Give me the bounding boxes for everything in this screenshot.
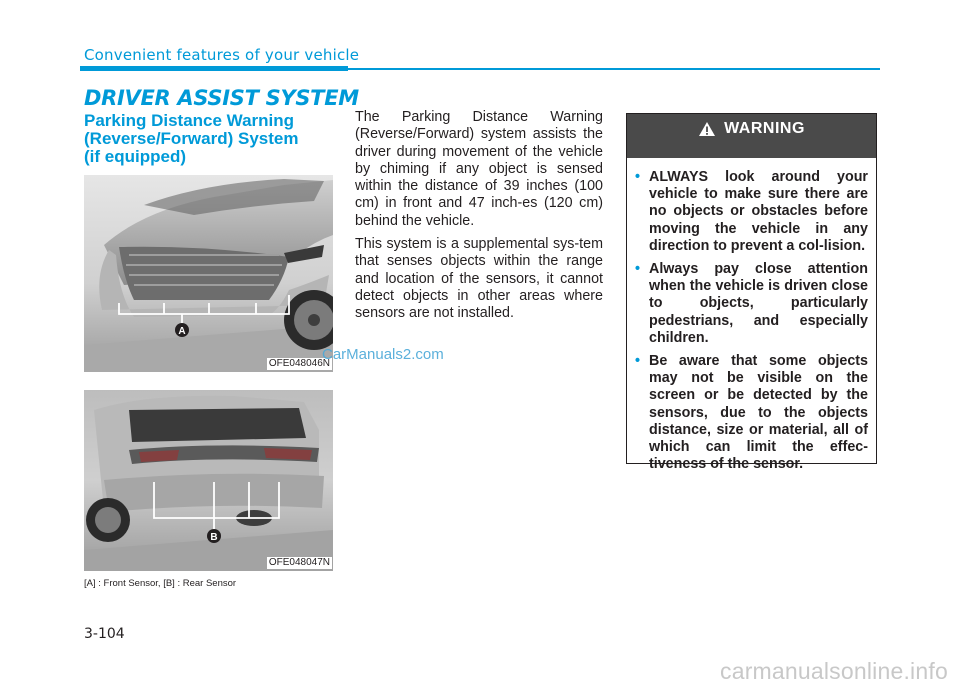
warning-item: • ALWAYS look around your vehicle to make sure there are no objects or obstacles before moving the vehicle in any direction to prevent a col-lision.: [635, 169, 868, 255]
front-car-illustration: [84, 175, 333, 372]
body-text: [355, 109, 603, 329]
warning-item: • Always pay close attention when the vehicle is driven close to objects, particularly pedestrians, and especially children.: [635, 261, 868, 347]
header-rule-thick: [80, 66, 348, 71]
warning-box: [626, 113, 877, 473]
watermark-link[interactable]: CarManuals2.com: [322, 346, 444, 363]
rear-sensor-photo: [84, 390, 333, 571]
chapter-header: Convenient features of your vehicle: [84, 46, 360, 64]
front-sensor-photo: [84, 175, 333, 372]
warning-triangle-icon: [698, 121, 716, 137]
header-rule-thin: [348, 68, 880, 70]
page-number: 3-104: [84, 626, 125, 642]
body-paragraph: This system is a supplemental sys-tem that senses objects within the range and location of the sensors, it cannot detect objects in other areas where sensors are not installed.: [355, 236, 603, 322]
subtitle-line: (Reverse/Forward) System: [84, 129, 299, 148]
footer-site-link[interactable]: carmanualsonline.info: [720, 658, 948, 684]
warning-body: [627, 144, 876, 473]
rear-marker-label: B: [210, 532, 218, 543]
rear-car-illustration: [84, 390, 333, 571]
section-title: DRIVER ASSIST SYSTEM: [84, 86, 359, 110]
subtitle-line: Parking Distance Warning: [84, 111, 295, 130]
subsection-title: [84, 112, 344, 166]
warning-header: [627, 114, 876, 144]
warning-title: WARNING: [724, 120, 805, 137]
front-photo-code: OFE048046N: [268, 358, 330, 369]
warning-item: • Be aware that some objects may not be visible on the screen or be detected by the sensors, due to the objects distance, size or material, all of which can limit the effec-tiveness of the sensor.: [635, 353, 868, 473]
figure-caption: [A] : Front Sensor, [B] : Rear Sensor: [84, 578, 237, 589]
warning-list: [635, 169, 868, 473]
subtitle-line: (if equipped): [84, 147, 186, 166]
body-paragraph: The Parking Distance Warning (Reverse/Forward) system assists the driver during movement of the vehicle by chiming if any object is sensed within the distance of 39 inches (100 cm) in front and 47 inch-es (120 cm) behind the vehicle.: [355, 109, 603, 229]
rear-photo-code: OFE048047N: [268, 557, 330, 568]
front-marker-label: A: [178, 326, 186, 337]
